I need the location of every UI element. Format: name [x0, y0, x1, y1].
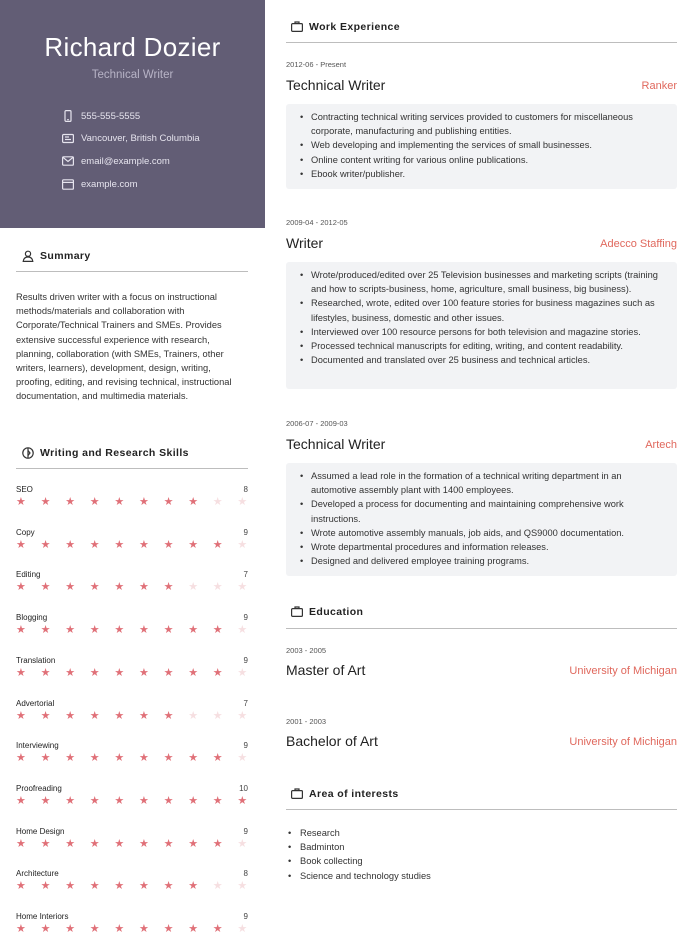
skill-rating-value: 7: [243, 570, 248, 580]
job-bullet: • Ebook writer/publisher.: [298, 167, 665, 181]
skill-name: Translation: [16, 655, 56, 665]
star-icon: ★: [139, 709, 149, 722]
star-icon: ★: [163, 752, 174, 765]
skill-name: Editing: [16, 570, 41, 580]
star-icon: ★: [16, 837, 26, 850]
job-title: Writer: [286, 235, 324, 251]
skill-rating-value: 7: [243, 698, 248, 708]
star-icon: ★: [237, 496, 248, 508]
star-icon: ★: [163, 837, 174, 850]
star-icon: ★: [65, 794, 76, 807]
star-icon: ★: [114, 581, 125, 594]
skill-stars: [16, 710, 248, 722]
summary-heading: [22, 250, 91, 262]
star-icon: ★: [114, 709, 125, 722]
star-icon: ★: [237, 794, 248, 807]
work-heading-text: Work Experience: [309, 21, 401, 33]
star-icon: ★: [40, 496, 51, 508]
job-details: [286, 463, 677, 576]
job-date: 2009-04 - 2012-05: [286, 218, 348, 227]
star-icon: ★: [188, 752, 199, 765]
skill-rating-value: 10: [239, 783, 248, 793]
star-icon: ★: [65, 666, 76, 679]
education-date: 2001 - 2003: [286, 717, 327, 726]
star-icon: ★: [188, 666, 199, 679]
star-icon: ★: [212, 837, 223, 850]
skill-stars: [16, 880, 248, 892]
skill-name: SEO: [16, 485, 33, 494]
star-icon: ★: [89, 496, 100, 508]
star-icon: ★: [114, 624, 125, 637]
education-school: University of Michigan: [569, 665, 677, 677]
star-icon: ★: [188, 496, 199, 508]
star-icon: ★: [237, 837, 248, 850]
star-icon: ★: [89, 880, 100, 893]
star-icon: ★: [163, 581, 174, 594]
star-icon: ★: [65, 538, 76, 551]
star-icon: ★: [188, 837, 199, 850]
star-icon: ★: [65, 880, 76, 893]
star-icon: ★: [139, 794, 149, 807]
interests-heading: [291, 788, 399, 800]
education-divider: [286, 628, 677, 629]
skill-stars: [16, 752, 248, 764]
star-icon: ★: [237, 923, 248, 935]
interest-item: • Book collecting: [286, 854, 431, 868]
skill-row: [16, 656, 248, 682]
skill-stars: [16, 667, 248, 679]
job-date: 2012-06 - Present: [286, 60, 347, 69]
star-icon: ★: [89, 923, 100, 935]
star-icon: ★: [65, 624, 76, 637]
interest-item: • Research: [286, 826, 431, 840]
star-icon: ★: [188, 880, 199, 893]
job-company: Ranker: [641, 80, 677, 92]
skill-stars: [16, 496, 248, 508]
star-icon: ★: [40, 709, 51, 722]
interest-item: • Badminton: [286, 840, 431, 854]
star-icon: ★: [212, 496, 223, 508]
star-icon: ★: [139, 752, 149, 765]
job-bullet: • Interviewed over 100 resource persons for both television and magazine stories.: [298, 325, 665, 339]
star-icon: ★: [16, 624, 26, 637]
star-icon: ★: [188, 624, 199, 637]
star-icon: ★: [114, 880, 125, 893]
star-icon: ★: [89, 709, 100, 722]
compass-icon: [22, 447, 34, 459]
skill-name: Home Design: [16, 826, 65, 836]
contact-email-text: email@example.com: [81, 155, 170, 167]
skill-row: [16, 570, 248, 596]
skill-stars: [16, 624, 248, 636]
star-icon: ★: [212, 709, 223, 722]
job-details: [286, 104, 677, 189]
star-icon: ★: [163, 880, 174, 893]
skill-stars: [16, 539, 248, 551]
star-icon: ★: [40, 923, 51, 935]
job-bullet: • Researched, wrote, edited over 100 feature stories for business magazines such as lifestyles, business, domestic and other issues.: [298, 296, 665, 324]
star-icon: ★: [237, 709, 248, 722]
map-icon: [62, 132, 74, 144]
star-icon: ★: [163, 923, 174, 935]
star-icon: ★: [114, 794, 125, 807]
star-icon: ★: [40, 880, 51, 893]
star-icon: ★: [65, 923, 76, 935]
star-icon: ★: [163, 624, 174, 637]
job-bullet: • Web developing and implementing the services of small businesses.: [298, 138, 665, 152]
star-icon: ★: [89, 624, 100, 637]
summary-text: Results driven writer with a focus on instructional methods/materials and collaboration with Corporate/Technical Trainers and SMEs. Provides extensive successful experience with research, planning, collaboration (with SMEs, Trainers, other writers, learners), development, design, writing, proofing, editing, and revising technical, instructional documentation, and multimedia materials.: [16, 292, 232, 402]
job-bullet: • Wrote/produced/edited over 25 Television businesses and marketing scripts (training and how to scripts-business, home, agriculture, small business, big business).: [298, 268, 665, 296]
star-icon: ★: [16, 496, 26, 508]
education-date: 2003 - 2005: [286, 646, 327, 655]
star-icon: ★: [139, 923, 149, 935]
candidate-name: Richard Dozier: [44, 32, 221, 62]
star-icon: ★: [139, 624, 149, 637]
star-icon: ★: [89, 581, 100, 594]
job-bullet: • Contracting technical writing services provided to customers for miscellaneous corporate, manufacturing and publishing entities.: [298, 110, 665, 138]
star-icon: ★: [89, 752, 100, 765]
contact-location[interactable]: [62, 132, 200, 144]
summary-heading-text: Summary: [40, 250, 91, 262]
education-degree: Master of Art: [286, 662, 366, 678]
skill-rating-value: 8: [243, 869, 248, 879]
summary-divider: [16, 271, 248, 272]
briefcase-icon: [291, 788, 303, 800]
user-icon: [22, 250, 34, 262]
education-school: University of Michigan: [569, 736, 677, 748]
star-icon: ★: [139, 581, 149, 594]
star-icon: ★: [89, 666, 100, 679]
phone-icon: [62, 110, 74, 122]
interests-divider: [286, 809, 677, 810]
star-icon: ★: [212, 581, 223, 594]
job-company: Adecco Staffing: [600, 238, 677, 250]
star-icon: ★: [40, 624, 51, 637]
job-bullet: • Assumed a lead role in the formation of a technical writing department in an automotive assembly plant with 1400 employees.: [298, 469, 665, 497]
skill-name: Advertorial: [16, 698, 55, 708]
star-icon: ★: [114, 666, 125, 679]
star-icon: ★: [237, 538, 248, 551]
skill-row: [16, 912, 248, 938]
interests-list: [286, 826, 431, 883]
skill-rating-value: 9: [243, 655, 248, 665]
job-bullet: • Wrote departmental procedures and information releases.: [298, 540, 665, 554]
job-company: Artech: [645, 439, 677, 451]
briefcase-icon: [291, 21, 303, 33]
star-icon: ★: [65, 709, 76, 722]
skill-name: Proofreading: [16, 783, 62, 793]
skills-heading-text: Writing and Research Skills: [40, 447, 189, 459]
skill-name: Blogging: [16, 613, 48, 623]
star-icon: ★: [114, 538, 125, 551]
star-icon: ★: [89, 837, 100, 850]
star-icon: ★: [114, 837, 125, 850]
skill-rating-value: 9: [243, 613, 248, 623]
star-icon: ★: [40, 752, 51, 765]
star-icon: ★: [89, 538, 100, 551]
star-icon: ★: [163, 709, 174, 722]
skill-rating-value: 8: [243, 485, 248, 494]
star-icon: ★: [188, 923, 199, 935]
star-icon: ★: [114, 496, 125, 508]
skill-name: Copy: [16, 527, 35, 537]
star-icon: ★: [40, 837, 51, 850]
star-icon: ★: [188, 794, 199, 807]
job-bullet: • Developed a process for documenting and maintaining comprehensive work instructions.: [298, 497, 665, 525]
contact-phone-text: 555-555-5555: [81, 110, 141, 122]
job-bullet: • Processed technical manuscripts for editing, writing, and content readability.: [298, 339, 665, 353]
skill-row: [16, 869, 248, 895]
star-icon: ★: [16, 581, 26, 594]
star-icon: ★: [65, 581, 76, 594]
job-bullet: • Designed and delivered employee training programs.: [298, 554, 665, 568]
job-details: [286, 262, 677, 389]
star-icon: ★: [237, 624, 248, 637]
star-icon: ★: [139, 496, 149, 508]
star-icon: ★: [188, 538, 199, 551]
work-heading: [291, 21, 400, 33]
star-icon: ★: [65, 752, 76, 765]
briefcase-icon: [291, 606, 303, 618]
star-icon: ★: [188, 709, 199, 722]
work-divider: [286, 42, 677, 43]
interest-item: • Science and technology studies: [286, 869, 431, 883]
star-icon: ★: [16, 794, 26, 807]
star-icon: ★: [237, 581, 248, 594]
star-icon: ★: [212, 624, 223, 637]
skills-heading: [22, 447, 189, 459]
website-icon: [62, 178, 74, 190]
star-icon: ★: [16, 923, 26, 935]
contact-website-text: example.com: [81, 178, 138, 190]
star-icon: ★: [212, 880, 223, 893]
job-bullet: • Wrote automotive assembly manuals, job aids, and QS9000 documentation.: [298, 526, 665, 540]
education-heading: [291, 606, 363, 618]
skill-stars: [16, 838, 248, 850]
skill-row: [16, 827, 248, 853]
job-title: Technical Writer: [286, 436, 386, 452]
star-icon: ★: [139, 880, 149, 893]
job-bullet: • Documented and translated over 25 business and technical articles.: [298, 353, 665, 367]
contact-phone[interactable]: [62, 110, 140, 122]
star-icon: ★: [237, 752, 248, 765]
skill-name: Home Interiors: [16, 912, 69, 921]
star-icon: ★: [40, 538, 51, 551]
job-title: Technical Writer: [286, 77, 386, 93]
contact-location-text: Vancouver, British Columbia: [81, 132, 200, 144]
star-icon: ★: [16, 538, 26, 551]
job-date: 2006-07 - 2009-03: [286, 419, 348, 428]
star-icon: ★: [212, 666, 223, 679]
contact-website[interactable]: [62, 178, 138, 190]
skills-divider: [16, 468, 248, 469]
skill-rating-value: 9: [243, 826, 248, 836]
star-icon: ★: [212, 923, 223, 935]
star-icon: ★: [16, 709, 26, 722]
contact-email[interactable]: [62, 155, 170, 167]
star-icon: ★: [212, 752, 223, 765]
star-icon: ★: [114, 923, 125, 935]
education-degree: Bachelor of Art: [286, 733, 378, 749]
star-icon: ★: [139, 538, 149, 551]
interests-heading-text: Area of interests: [309, 788, 399, 800]
star-icon: ★: [65, 837, 76, 850]
skill-rating-value: 9: [243, 741, 248, 751]
star-icon: ★: [114, 752, 125, 765]
profile-header: [0, 0, 265, 228]
star-icon: ★: [40, 581, 51, 594]
skill-name: Architecture: [16, 869, 59, 879]
sidebar: [0, 0, 265, 935]
star-icon: ★: [40, 666, 51, 679]
star-icon: ★: [89, 794, 100, 807]
star-icon: ★: [163, 496, 174, 508]
star-icon: ★: [16, 880, 26, 893]
skill-name: Interviewing: [16, 741, 59, 751]
email-icon: [62, 155, 74, 167]
skill-stars: [16, 795, 248, 807]
star-icon: ★: [188, 581, 199, 594]
skill-row: [16, 699, 248, 725]
skill-row: [16, 741, 248, 767]
star-icon: ★: [212, 794, 223, 807]
star-icon: ★: [65, 496, 76, 508]
star-icon: ★: [16, 752, 26, 765]
star-icon: ★: [139, 837, 149, 850]
star-icon: ★: [237, 880, 248, 893]
star-icon: ★: [139, 666, 149, 679]
skill-rating-value: 9: [243, 527, 248, 537]
skill-row: [16, 485, 248, 511]
skill-row: [16, 784, 248, 810]
skill-row: [16, 528, 248, 554]
star-icon: ★: [212, 538, 223, 551]
skill-row: [16, 613, 248, 639]
star-icon: ★: [16, 666, 26, 679]
candidate-role: Technical Writer: [91, 69, 174, 81]
skill-stars: [16, 581, 248, 593]
skill-stars: [16, 923, 248, 935]
education-heading-text: Education: [309, 606, 364, 618]
main-content: [265, 0, 698, 916]
job-bullet: • Online content writing for various online publications.: [298, 153, 665, 167]
star-icon: ★: [163, 538, 174, 551]
star-icon: ★: [237, 666, 248, 679]
star-icon: ★: [40, 794, 51, 807]
skill-rating-value: 9: [243, 912, 248, 921]
star-icon: ★: [163, 794, 174, 807]
star-icon: ★: [163, 666, 174, 679]
